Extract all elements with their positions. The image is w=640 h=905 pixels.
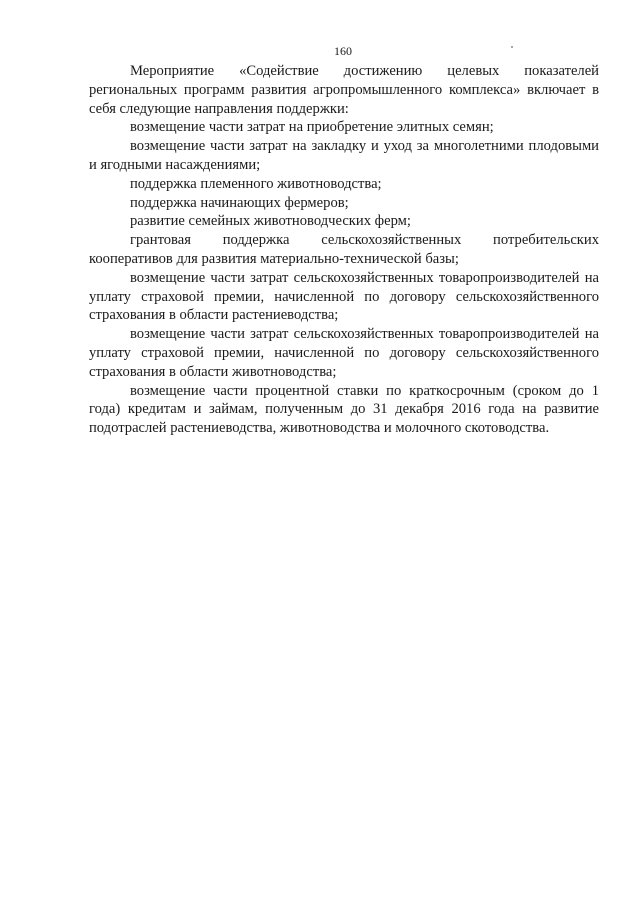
list-item-elite-seeds: возмещение части затрат на приобретение элитных семян; xyxy=(130,119,494,136)
list-item-crop-insurance: возмещение части затрат сельскохозяйственных товаропроизводителей на уплату страховой премии, начисленной по договору сельскохозяйственного страхования в области растениеводства; xyxy=(89,269,599,324)
document-body xyxy=(89,62,599,438)
scan-speck xyxy=(511,46,513,48)
list-item-perennial-plantings: возмещение части затрат на закладку и уход за многолетними плодовыми и ягодными насаждениями; xyxy=(89,138,599,173)
list-item-livestock-insurance: возмещение части затрат сельскохозяйственных товаропроизводителей на уплату страховой премии, начисленной по договору сельскохозяйственного страхования в области животноводства; xyxy=(89,326,599,380)
list-item-breeding-livestock: поддержка племенного животноводства; xyxy=(130,175,382,192)
list-item-beginning-farmers: поддержка начинающих фермеров; xyxy=(130,194,349,211)
list-item-family-farms: развитие семейных животноводческих ферм; xyxy=(130,213,411,230)
page-number: 160 xyxy=(334,44,352,58)
paragraph-intro: Мероприятие «Содействие достижению целевых показателей региональных программ развития агропромышленного комплекса» включает в себя следующие направления поддержки: xyxy=(89,63,599,117)
list-item-cooperative-grants: грантовая поддержка сельскохозяйственных потребительских кооперативов для развития материально-технической базы; xyxy=(89,232,599,267)
list-item-interest-rate: возмещение части процентной ставки по краткосрочным (сроком до 1 года) кредитам и займам, полученным до 31 декабря 2016 года на развитие подотраслей растениеводства, животноводства и молочного скотоводства. xyxy=(89,382,599,437)
